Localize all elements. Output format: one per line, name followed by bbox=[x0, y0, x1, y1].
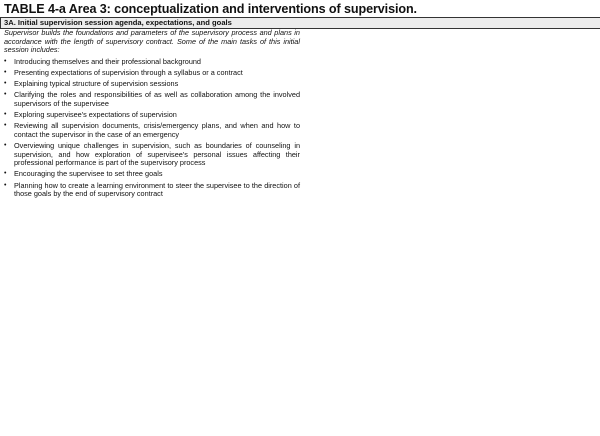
bullet-icon: • bbox=[4, 170, 7, 178]
bullet-icon: • bbox=[4, 111, 7, 119]
bullet-icon: • bbox=[4, 91, 7, 99]
bullet-icon: • bbox=[4, 122, 7, 130]
list-item bbox=[4, 182, 300, 199]
section-content bbox=[4, 29, 300, 201]
list-item bbox=[4, 122, 300, 139]
section-header: 3A. Initial supervision session agenda, expectations, and goals bbox=[0, 17, 600, 29]
list-item-text: Exploring supervisee's expectations of supervision bbox=[14, 110, 177, 120]
list-item-text: Encouraging the supervisee to set three goals bbox=[14, 169, 163, 179]
bullet-icon: • bbox=[4, 80, 7, 88]
list-item-text: Planning how to create a learning environment to steer the supervisee to the direction of those goals by the end of supervisory contract bbox=[14, 180, 300, 199]
bullet-icon: • bbox=[4, 142, 7, 150]
list-item-text: Explaining typical structure of supervision sessions bbox=[14, 79, 179, 89]
table-title: TABLE 4-a Area 3: conceptualization and interventions of supervision. bbox=[4, 2, 417, 16]
intro-paragraph: Supervisor builds the foundations and parameters of the supervisory process and plans in accordance with the length of supervisory contract. Some of the main tasks of this initial session includes: bbox=[4, 28, 300, 55]
bullet-icon: • bbox=[4, 181, 7, 189]
list-item bbox=[4, 91, 300, 108]
list-item-text: Clarifying the roles and responsibilities of as well as collaboration among the involved supervisors of the supervisee bbox=[14, 90, 300, 108]
list-item bbox=[4, 80, 300, 89]
list-item-text: Overviewing unique challenges in supervision, such as boundaries of counseling in supervision, and how exploration of supervisee's personal issues affecting their professional performance is part of the supervisory process bbox=[14, 141, 300, 168]
list-item bbox=[4, 142, 300, 168]
bullet-icon: • bbox=[4, 68, 7, 76]
list-item-text: Presenting expectations of supervision through a syllabus or a contract bbox=[14, 67, 243, 77]
list-item bbox=[4, 170, 300, 179]
list-item bbox=[4, 69, 300, 78]
task-list bbox=[4, 58, 300, 199]
list-item bbox=[4, 111, 300, 120]
list-item-text: Introducing themselves and their professional background bbox=[14, 56, 201, 66]
list-item bbox=[4, 58, 300, 67]
bullet-icon: • bbox=[4, 57, 7, 65]
list-item-text: Reviewing all supervision documents, crisis/emergency plans, and when and how to contact the supervisor in the case of an emergency bbox=[14, 121, 300, 139]
